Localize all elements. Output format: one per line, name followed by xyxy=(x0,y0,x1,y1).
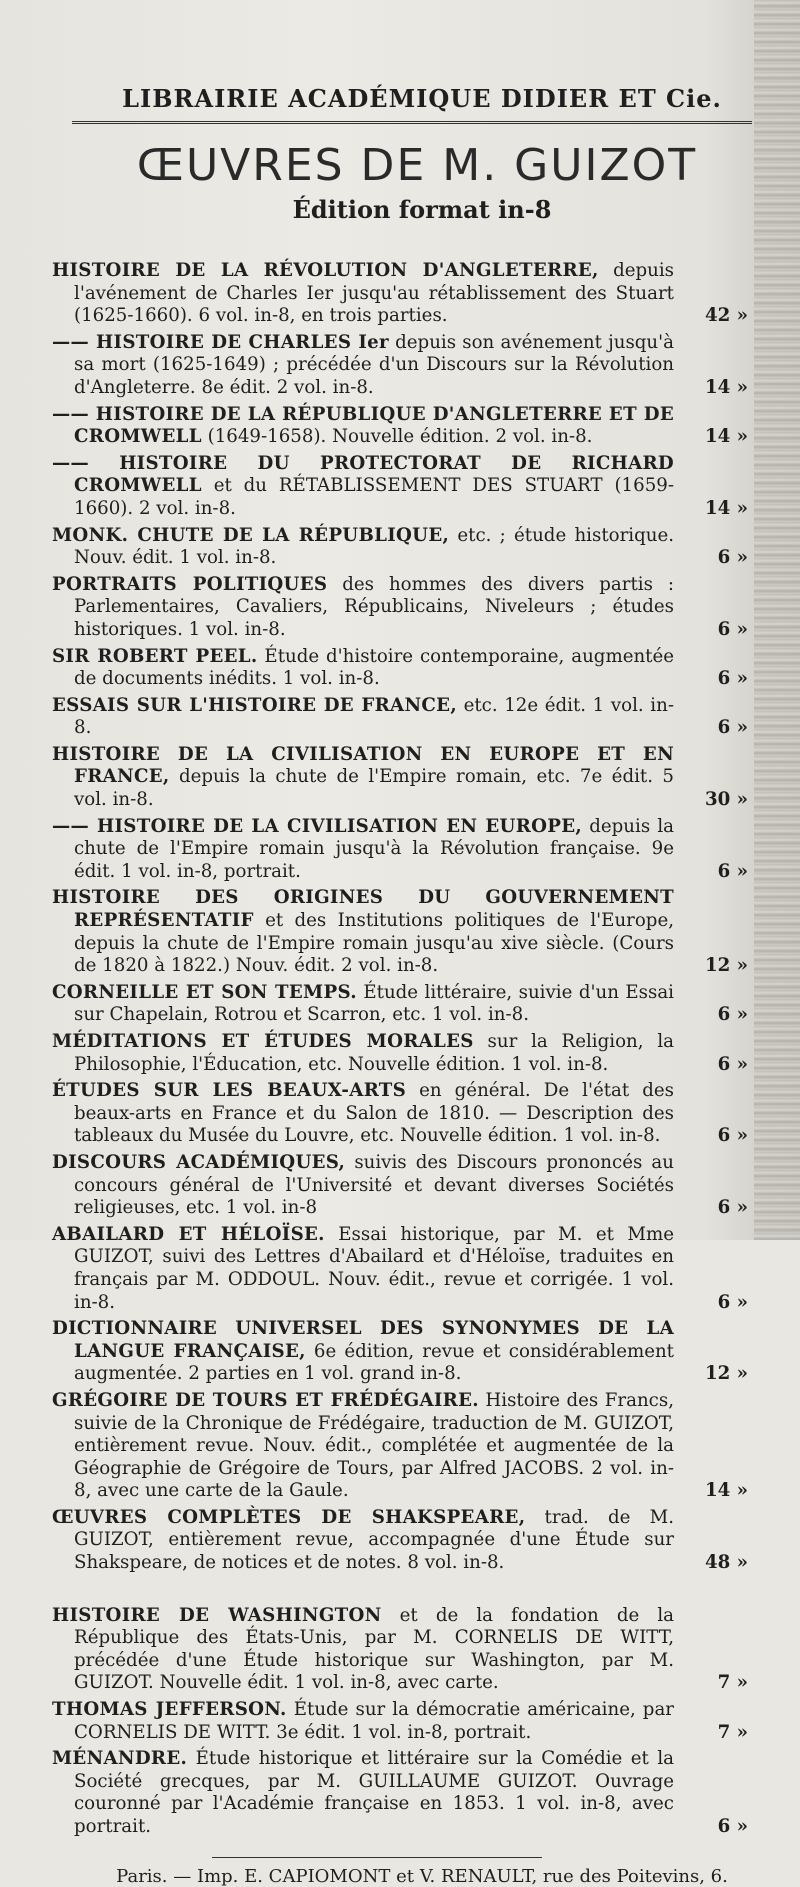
entry-title: ESSAIS SUR L'HISTOIRE DE FRANCE, xyxy=(52,694,457,716)
catalog-entry xyxy=(52,260,752,328)
entry-price: 6 » xyxy=(717,1004,748,1026)
entry-price: 6 » xyxy=(717,547,748,569)
entry-price: 6 » xyxy=(717,1053,748,1075)
catalog-entry xyxy=(52,1699,752,1744)
entry-title: THOMAS JEFFERSON. xyxy=(52,1699,287,1721)
entry-title: DISCOURS ACADÉMIQUES, xyxy=(52,1151,346,1173)
entry-description: trad. de M. GUIZOT, entièrement revue, accompagnée d'une Étude sur Shakspeare, de notices et de notes. 8 vol. in-8. xyxy=(74,1506,674,1574)
entry-title: —— HISTOIRE DE LA CIVILISATION EN EUROPE, xyxy=(52,815,583,837)
catalog-entry xyxy=(52,646,752,691)
catalog-entry xyxy=(52,1748,752,1838)
entry-description: depuis son avénement jusqu'à sa mort (1625-1649) ; précédée d'un Discours sur la Révolution d'Angleterre. 8e édit. 2 vol. in-8. xyxy=(74,331,674,398)
entry-description: depuis la chute de l'Empire romain jusqu'à la Révolution française. 9e édit. 1 vol. in-8, portrait. xyxy=(74,815,674,882)
entry-title: DICTIONNAIRE UNIVERSEL DES SYNONYMES DE LA LANGUE FRANÇAISE, xyxy=(52,1318,674,1362)
entry-description: et des Institutions politiques de l'Europe, depuis la chute de l'Empire romain jusqu'au xive siècle. (Cours de 1820 à 1822.) Nouv. édit. 2 vol. in-8. xyxy=(74,910,674,977)
entry-title: GRÉGOIRE DE TOURS ET FRÉDÉGAIRE. xyxy=(52,1389,479,1411)
entry-description: suivis des Discours prononcés au concours général de l'Université et devant diverses Sociétés religieuses, etc. 1 vol. in-8 xyxy=(74,1151,674,1219)
entry-price: 6 » xyxy=(717,618,748,640)
entry-price: 14 » xyxy=(704,376,748,398)
catalog-entry xyxy=(52,332,752,400)
entry-price: 14 » xyxy=(704,497,748,519)
entry-title: —— HISTOIRE DE CHARLES Ier xyxy=(52,331,389,353)
entry-description: (1649-1658). Nouvelle édition. 2 vol. in-8. xyxy=(201,426,593,448)
entry-title: HISTOIRE DE LA RÉVOLUTION D'ANGLETERRE, xyxy=(52,260,599,281)
entry-description: 6e édition, revue et considérablement augmentée. 2 parties en 1 vol. grand in-8. xyxy=(74,1340,674,1385)
catalog-entry xyxy=(52,1080,752,1148)
entry-title: —— HISTOIRE DE LA RÉPUBLIQUE D'ANGLETERRE ET DE CROMWELL xyxy=(52,403,674,448)
section-gap xyxy=(52,1579,752,1605)
catalog-entry xyxy=(52,1390,752,1503)
entry-description: sur la Religion, la Philosophie, l'Éducation, etc. Nouvelle édition. 1 vol. in-8. xyxy=(74,1031,674,1075)
content xyxy=(52,84,752,1887)
page-title: ŒUVRES DE M. GUIZOT xyxy=(136,140,698,191)
entry-price: 12 » xyxy=(704,1363,748,1385)
entry-description: en général. De l'état des beaux-arts en France et du Salon de 1810. — Description des tableaux du Musée du Louvre, etc. Nouvelle édition. 1 vol. in-8. xyxy=(74,1080,674,1147)
entry-price: 6 » xyxy=(717,668,748,690)
catalog-entry xyxy=(52,404,752,449)
entry-description: et de la fondation de la République des États-Unis, par M. CORNELIS DE WITT, précédée d'une Étude historique sur Washington, par M. GUIZOT. Nouvelle édit. 1 vol. in-8, avec carte. xyxy=(74,1604,675,1694)
page-edge xyxy=(754,0,800,1240)
entry-price: 42 » xyxy=(704,305,748,327)
entry-price: 30 » xyxy=(704,789,748,811)
catalog-entry xyxy=(52,982,752,1027)
entry-price: 7 » xyxy=(717,1672,748,1694)
entry-title: MÉDITATIONS ET ÉTUDES MORALES xyxy=(52,1031,474,1052)
entry-description: Étude historique et littéraire sur la Comédie et la Société grecques, par M. GUILLAUME GUIZOT. Ouvrage couronné par l'Académie française en 1853. 1 vol. in-8, avec portrait. xyxy=(74,1748,674,1837)
catalog-entry xyxy=(52,1031,752,1076)
entry-price: 6 » xyxy=(717,1291,748,1313)
entry-title: ABAILARD ET HÉLOÏSE. xyxy=(52,1223,325,1245)
entry-description: etc. ; étude historique. Nouv. édit. 1 vol. in-8. xyxy=(74,524,674,569)
catalog-entry xyxy=(52,525,752,570)
catalog-entry xyxy=(52,574,752,642)
catalog-entry xyxy=(52,816,752,884)
entry-description: Essai historique, par M. et Mme GUIZOT, suivi des Lettres d'Abailard et d'Héloïse, traduites en français par M. ODDOUL. Nouv. édit., revue et corrigée. 1 vol. in-8. xyxy=(74,1223,674,1313)
entry-description: et du RÉTABLISSEMENT DES STUART (1659-1660). 2 vol. in-8. xyxy=(74,475,674,519)
printer-footer: Paris. — Imp. E. CAPIOMONT et V. RENAULT, rue des Poitevins, 6. xyxy=(116,1865,728,1887)
entry-price: 6 » xyxy=(717,1197,748,1219)
entry-title: ÉTUDES SUR LES BEAUX-ARTS xyxy=(52,1080,407,1102)
entry-price: 6 » xyxy=(717,1816,748,1837)
publisher-header: LIBRAIRIE ACADÉMIQUE DIDIER ET Cie. xyxy=(122,84,722,113)
entry-title: ŒUVRES COMPLÈTES DE SHAKSPEARE, xyxy=(52,1506,526,1528)
catalog-entry xyxy=(52,1224,752,1314)
entry-title: HISTOIRE DE WASHINGTON xyxy=(52,1604,382,1626)
catalog-entry xyxy=(52,744,752,812)
entry-description: etc. 12e édit. 1 vol. in-8. xyxy=(74,694,674,739)
entry-description: Étude d'histoire contemporaine, augmentée de documents inédits. 1 vol. in-8. xyxy=(74,645,675,690)
catalog-entry xyxy=(52,1507,752,1575)
catalog-entry xyxy=(52,887,752,977)
entry-description: depuis la chute de l'Empire romain, etc. 7e édit. 5 vol. in-8. xyxy=(74,766,674,811)
catalog-entry xyxy=(52,453,752,521)
entry-price: 48 » xyxy=(704,1552,748,1574)
entry-description: depuis l'avénement de Charles Ier jusqu'au rétablissement des Stuart (1625-1660). 6 vol. in-8, en trois parties. xyxy=(74,260,674,327)
entry-title: —— HISTOIRE DU PROTECTORAT DE RICHARD CROMWELL xyxy=(52,452,674,497)
entry-title: CORNEILLE ET SON TEMPS. xyxy=(52,981,357,1003)
catalog-entry xyxy=(52,1318,752,1386)
entry-list xyxy=(52,260,752,1839)
entry-description: Étude sur la démocratie américaine, par CORNELIS DE WITT. 3e édit. 1 vol. in-8, portrait. xyxy=(74,1699,674,1743)
entry-price: 6 » xyxy=(717,1125,748,1147)
footer-rule xyxy=(212,1857,542,1858)
entry-title: HISTOIRE DES ORIGINES DU GOUVERNEMENT REPRÉSENTATIF xyxy=(52,887,674,932)
entry-description: des hommes des divers partis : Parlementaires, Cavaliers, Républicains, Niveleurs ; études historiques. 1 vol. in-8. xyxy=(74,573,675,640)
entry-price: 7 » xyxy=(717,1721,748,1743)
entry-price: 6 » xyxy=(717,860,748,882)
catalog-entry xyxy=(52,695,752,740)
catalog-entry xyxy=(52,1152,752,1220)
entry-description: Étude littéraire, suivie d'un Essai sur Chapelain, Rotrou et Scarron, etc. 1 vol. in-8. xyxy=(74,981,674,1026)
entry-title: MONK. CHUTE DE LA RÉPUBLIQUE, xyxy=(52,524,450,546)
catalog-entry xyxy=(52,1605,752,1695)
entry-description: Histoire des Francs, suivie de la Chronique de Frédégaire, traduction de M. GUIZOT, entièrement revue. Nouv. édit., complétée et augmentée de la Géographie de Grégoire de Tours, par Alfred JACOBS. 2 vol. in-8, avec une carte de la Gaule. xyxy=(74,1389,674,1502)
header-rule xyxy=(72,121,752,124)
entry-price: 12 » xyxy=(704,955,748,977)
entry-price: 14 » xyxy=(704,426,748,448)
entry-title: MÉNANDRE. xyxy=(52,1748,188,1770)
entry-title: HISTOIRE DE LA CIVILISATION EN EUROPE ET EN FRANCE, xyxy=(52,743,674,788)
entry-price: 14 » xyxy=(704,1480,748,1502)
entry-title: SIR ROBERT PEEL. xyxy=(52,645,258,667)
entry-title: PORTRAITS POLITIQUES xyxy=(52,573,328,595)
page-subtitle: Édition format in-8 xyxy=(292,195,552,224)
entry-price: 6 » xyxy=(717,717,748,739)
